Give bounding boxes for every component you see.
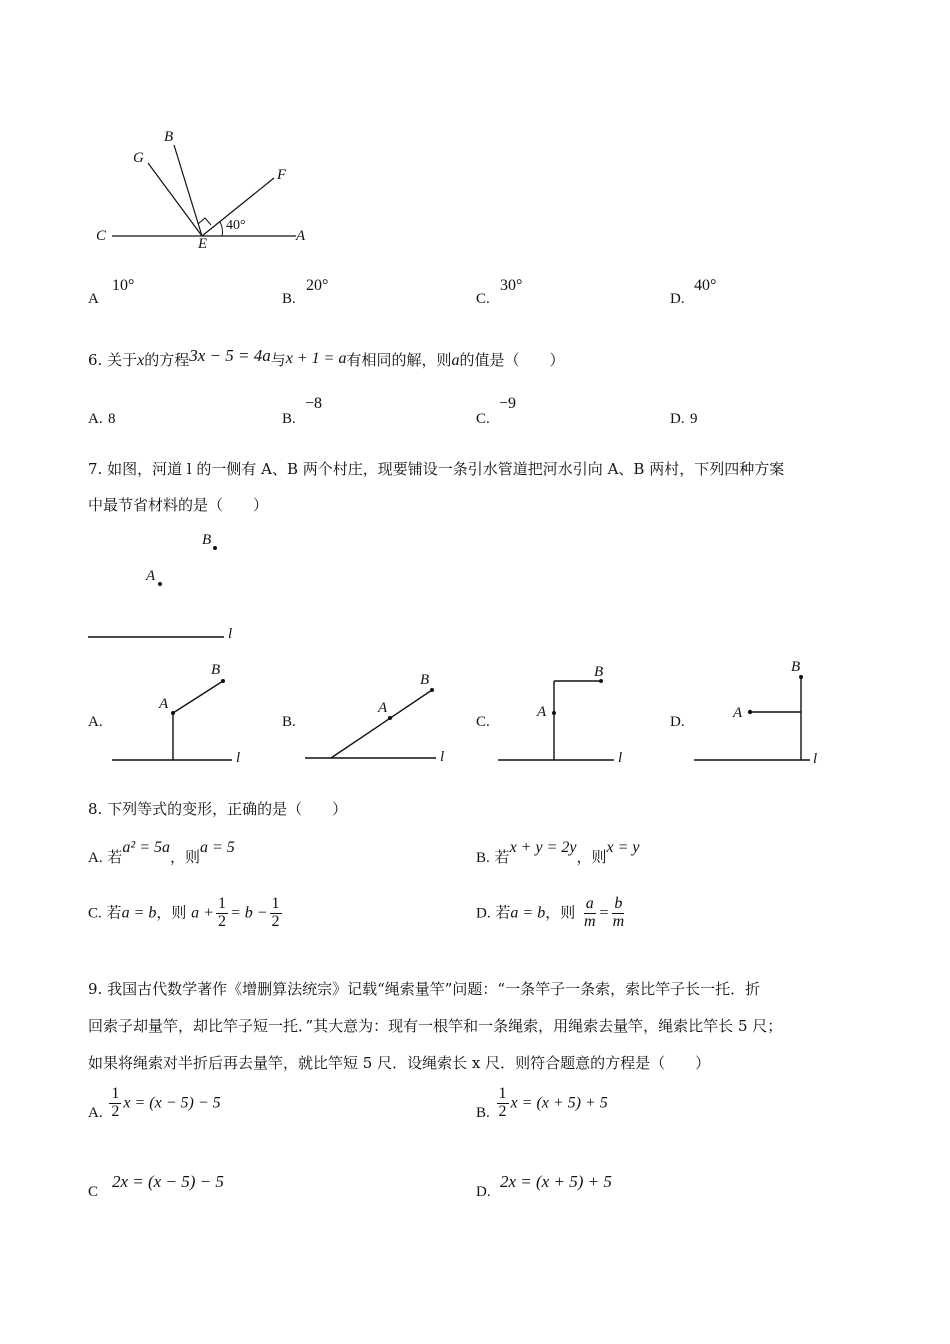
q6-option-c-value: −9 — [499, 395, 517, 412]
q8-c-frac-2: $\frac{1}{2}$ — [271, 895, 280, 930]
q7-option-c-letter: C. — [476, 714, 490, 730]
q9-stem-line-1: 9. 我国古代数学著作《增删算法统宗》记载“绳索量竿”问题：“一条竿子一条索，索比竿子长一托．折 — [88, 980, 761, 998]
label-l: l — [440, 749, 445, 765]
q8-option-c — [88, 896, 284, 931]
q8-d-cond: a = b — [510, 904, 546, 922]
label-l: l — [618, 750, 623, 766]
q8-b-cond: x + y = 2y — [509, 839, 577, 856]
q7-stem-line-2: 中最节省材料的是（ ） — [88, 496, 269, 514]
q5-option-d-value: 40° — [694, 277, 717, 294]
q8-c-frac-1: $\frac{1}{2}$ — [217, 895, 226, 930]
q5-option-a-value: 10° — [112, 277, 135, 294]
q8-d-frac-1: $\frac{a}{m}$ — [583, 895, 596, 930]
angle-arc — [220, 222, 222, 236]
point-B — [213, 546, 217, 550]
q9-b-letter: B. — [476, 1105, 490, 1122]
q9-c-letter: C — [88, 1184, 99, 1200]
q9-b-rest: x = (x + 5) + 5 — [510, 1094, 608, 1112]
label-A: A — [146, 568, 156, 584]
q8-d-ze: ，则 — [545, 903, 576, 922]
label-G: G — [133, 150, 144, 166]
label-l: l — [813, 751, 818, 767]
q8-c-letter: C. — [88, 905, 102, 922]
label-B: B — [594, 664, 604, 680]
q7-fig-c — [498, 664, 622, 766]
q6-option-d-value: 9 — [690, 411, 698, 427]
q8-a-cond: a² = 5a — [122, 839, 170, 856]
point-A — [158, 582, 162, 586]
q6-eq2: x + 1 = a — [285, 350, 347, 367]
q9-a-rest: x = (x − 5) − 5 — [123, 1094, 221, 1112]
q6-stem — [88, 346, 565, 370]
q8-b-letter: B. — [476, 850, 490, 866]
q8-a-res: a = 5 — [200, 839, 235, 856]
label-A: A — [537, 704, 547, 720]
q8-c-mid: = b − — [229, 904, 268, 922]
q8-d-letter: D. — [476, 905, 491, 922]
q7-fig-a — [112, 662, 240, 766]
q5-option-b-value: 20° — [306, 277, 329, 294]
q9-option-b — [476, 1086, 608, 1121]
label-A: A — [378, 700, 388, 716]
q9-stem-line-3: 如果将绳索对半折后再去量竿，就比竿短 5 尺．设绳索长 x 尺．则符合题意的方程是（ ） — [88, 1054, 711, 1072]
label-A: A — [296, 228, 306, 244]
q9-stem-line-2: 回索子却量竿，却比竿子短一托．”其大意为：现有一根竿和一条绳索，用绳索去量竿，绳索比竿长 5 尺； — [88, 1017, 783, 1035]
q6-number: 6. — [88, 351, 103, 369]
q8-d-frac-2: $\frac{b}{m}$ — [612, 895, 625, 930]
q6-var-x: x — [137, 352, 145, 369]
q7-option-a-letter: A. — [88, 714, 103, 730]
q8-option-a — [88, 839, 235, 867]
label-C: C — [96, 228, 107, 244]
q6-option-d-letter: D. — [670, 411, 685, 427]
q8-b-res: x = y — [606, 839, 640, 856]
label-B: B — [202, 532, 212, 548]
label-B: B — [164, 129, 174, 145]
right-angle-mark — [198, 218, 211, 225]
label-E: E — [198, 236, 208, 252]
label-B: B — [791, 659, 801, 675]
q8-c-lhs: a + — [191, 904, 214, 922]
q6-option-b-letter: B. — [282, 411, 296, 427]
q8-c-cond: a = b — [121, 904, 157, 922]
label-B: B — [211, 662, 221, 678]
ray-EB — [174, 145, 202, 236]
label-F: F — [277, 167, 287, 183]
q9-d-letter: D. — [476, 1184, 491, 1200]
q8-a-letter: A. — [88, 850, 103, 866]
q8-a-ze: ，则 — [169, 848, 200, 866]
q5-option-a-letter: A — [88, 291, 99, 307]
q6-text-3: 与 — [270, 351, 286, 369]
q5-angle-figure — [0, 0, 950, 280]
q9-a-letter: A. — [88, 1105, 103, 1122]
q7-option-d-letter: D. — [670, 714, 685, 730]
q9-a-frac: $\frac{1}{2}$ — [111, 1085, 120, 1120]
angle-label: 40° — [226, 218, 246, 233]
q8-option-b — [476, 839, 640, 867]
q6-var-a: a — [451, 352, 460, 369]
q6-option-b-value: −8 — [305, 395, 323, 412]
q8-d-ruo: 若 — [495, 903, 511, 922]
q8-b-ruo: 若 — [494, 848, 510, 866]
q8-a-ruo: 若 — [107, 848, 123, 866]
q7-option-b-letter: B. — [282, 714, 296, 730]
q5-option-c-value: 30° — [500, 277, 523, 294]
q7-main-figure — [0, 520, 950, 650]
q8-stem: 8. 下列等式的变形，正确的是（ ） — [88, 800, 348, 818]
q9-c-expr: 2x = (x − 5) − 5 — [112, 1172, 224, 1191]
q7-stem-line-1: 7. 如图，河道 l 的一侧有 A、B 两个村庄，现要铺设一条引水管道把河水引向 A、B 两村，下列四种方案 — [88, 460, 785, 478]
label-l: l — [228, 626, 233, 642]
q8-b-ze: ，则 — [576, 848, 607, 866]
q5-option-b-letter: B. — [282, 291, 296, 307]
q8-d-eq: = — [599, 904, 609, 922]
label-l: l — [236, 750, 241, 766]
q7-fig-b — [305, 672, 444, 765]
ray-EG — [148, 163, 202, 236]
q7-fig-d — [694, 659, 817, 767]
q9-option-a — [88, 1086, 221, 1121]
q5-option-d-letter: D. — [670, 291, 685, 307]
q6-text-2: 的方程 — [144, 351, 190, 369]
q6-text-1: 关于 — [107, 351, 138, 369]
q8-option-d — [476, 896, 628, 931]
label-B: B — [420, 672, 430, 688]
q6-text-4: 有相同的解，则 — [346, 351, 452, 369]
q6-option-a-value: 8 — [108, 411, 116, 427]
q7-option-figures — [0, 650, 950, 775]
q6-option-a-letter: A. — [88, 411, 103, 427]
q6-option-c-letter: C. — [476, 411, 490, 427]
q8-c-ruo: 若 — [106, 903, 122, 922]
label-A: A — [733, 705, 743, 721]
q6-text-5: 的值是（ ） — [459, 351, 565, 369]
q5-option-c-letter: C. — [476, 291, 490, 307]
q9-d-expr: 2x = (x + 5) + 5 — [500, 1172, 612, 1191]
label-A: A — [159, 696, 169, 712]
q8-c-ze: ，则 — [156, 903, 187, 922]
q9-b-frac: $\frac{1}{2}$ — [498, 1085, 507, 1120]
q6-eq1: 3x − 5 = 4a — [189, 346, 271, 365]
